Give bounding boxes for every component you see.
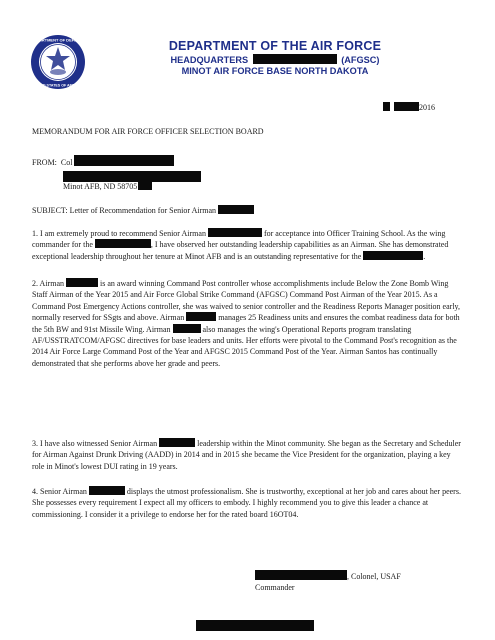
p2-text-b: is an award winning Command Post controller whose accomplishments include Below the Zone Bomb Wing Staff Airman of the Year 2015 and Air Force Global Strike Command (AFGSC) Command Post Airman of the Year 2015. As a Command Post Emergency Actions controller, she was waived to senior controller and the Readiness Reports Manager position early, normally reserved for SSgts and above. Airman <box>32 279 461 323</box>
redaction-bar <box>186 312 216 321</box>
redaction-bar <box>394 102 419 111</box>
svg-text:UNITED STATES OF AMERICA: UNITED STATES OF AMERICA <box>32 83 84 88</box>
p4-text-b: displays the utmost professionalism. She is trustworthy, exceptional at her job and cares about her peers. She possesses every requirement I expect all my officers to embody. I highly recommend you to give this leader a chance at commissioning. I consider it a privilege to endorse her for the rated board 16OT04. <box>32 487 461 519</box>
subject-label: SUBJECT: <box>32 206 68 215</box>
subject-line <box>32 205 254 215</box>
department-of-defense-seal-icon <box>30 34 86 90</box>
signature-block <box>255 570 401 593</box>
from-address: Minot AFB, ND 58705 <box>63 182 138 191</box>
redaction-bar <box>218 205 254 214</box>
paragraph-1 <box>32 228 464 262</box>
from-line <box>32 155 174 167</box>
from-label: FROM: <box>32 158 57 167</box>
signature-role: Commander <box>255 583 295 592</box>
letterhead-department: DEPARTMENT OF THE AIR FORCE <box>168 39 382 53</box>
svg-text:DEPARTMENT OF DEFENSE: DEPARTMENT OF DEFENSE <box>30 37 86 43</box>
signature-title: , Colonel, USAF <box>347 572 401 581</box>
redaction-bar <box>138 181 152 190</box>
p2-text-d: also manages the wing's Operational Reports program translating AF/USSTRATCOM/AFGSC directives for base leaders and units. Her efforts were pivotal to the Command Post's recognition as the 2014 Air Force Large Command Post of the Year and AFGSC 2015 Command Post of the Year. Airman Santos has continually demonstrated that she performs above her grade and peers. <box>32 324 457 368</box>
redaction-bar <box>159 438 195 447</box>
p4-text-a: 4. Senior Airman <box>32 487 87 496</box>
letterhead-hq-label: HEADQUARTERS <box>170 55 249 65</box>
p2-text-a: 2. Airman <box>32 279 64 288</box>
redaction-bar <box>89 486 125 495</box>
paragraph-2 <box>32 278 464 369</box>
from-rank: Col <box>60 158 73 167</box>
redaction-bar <box>173 324 201 333</box>
redaction-bar <box>74 155 174 166</box>
p2-text-c: manages 25 Readiness units and ensures the combat readiness data for both the 5th BW and 91st Missile Wing. Airman <box>32 313 460 334</box>
p1-text-a: 1. I am extremely proud to recommend Senior Airman <box>32 229 206 238</box>
paragraph-4 <box>32 486 464 520</box>
redaction-bar <box>255 570 347 580</box>
letterhead-headquarters <box>100 54 450 65</box>
redaction-bar <box>66 278 98 287</box>
redaction-bar <box>208 228 262 237</box>
p1-text-d: . <box>423 251 426 261</box>
redaction-bar <box>196 620 314 631</box>
p1-text-c: , I have observed her outstanding leadership capabilities as an Airman. She has demonstrated exceptional leadership throughout her tenure at Minot AFB and is an outstanding representative for the <box>32 240 449 261</box>
letterhead-base: MINOT AIR FORCE BASE NORTH DAKOTA <box>181 66 369 76</box>
redaction-bar <box>253 54 337 64</box>
redaction-bar <box>95 239 151 248</box>
memo-date <box>383 102 435 112</box>
letterhead-command: (AFGSC) <box>341 55 380 65</box>
date-year: 2016 <box>419 103 435 112</box>
redaction-bar <box>383 102 390 111</box>
p3-text-a: 3. I have also witnessed Senior Airman <box>32 439 158 448</box>
signature-name-line <box>255 570 401 582</box>
paragraph-3 <box>32 438 464 472</box>
p1-text-b: for acceptance into Officer Training School. As the wing commander for the <box>32 229 446 250</box>
memo-for-line: MEMORANDUM FOR AIR FORCE OFFICER SELECTION BOARD <box>32 127 264 136</box>
subject-text: Letter of Recommendation for Senior Airman <box>69 206 217 215</box>
from-address-line <box>63 181 152 191</box>
redaction-bar <box>363 251 426 261</box>
p3-text-b: leadership within the Minot community. She began as the Secretary and Scheduler for Airman Against Drunk Driving (AADD) in 2014 and in 2015 she became the Vice President for the organization, playing a key role in Minot's lowest DUI rating in 19 years. <box>32 439 461 471</box>
